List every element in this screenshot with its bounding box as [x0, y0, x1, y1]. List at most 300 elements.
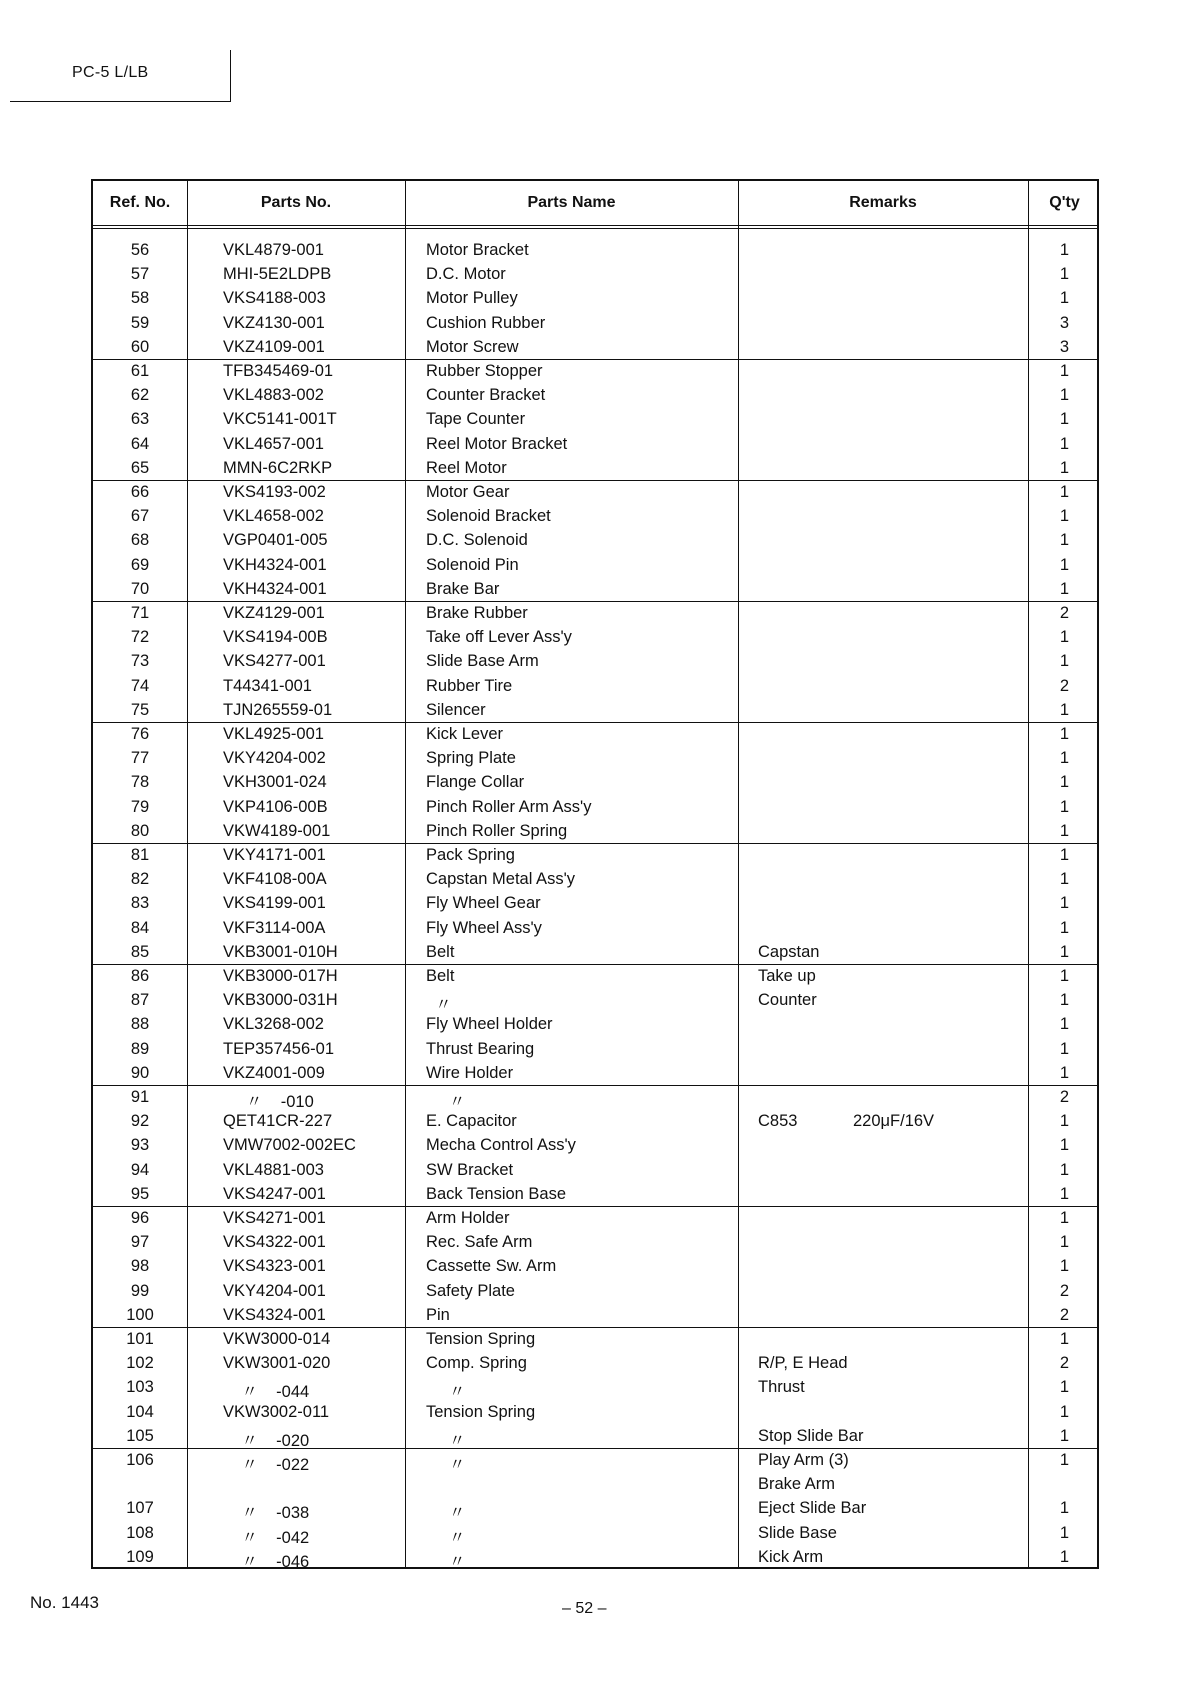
- table-row: [93, 1110, 1097, 1134]
- part-no-cell: VKL4925-001: [223, 725, 324, 743]
- table-row: [93, 457, 1097, 481]
- group-divider: [93, 1448, 1097, 1449]
- ref-no-cell: 104: [126, 1402, 154, 1421]
- ref-no-cell: 88: [130, 1015, 150, 1034]
- ref-no-cell: 102: [126, 1354, 154, 1373]
- part-name-cell: Pinch Roller Arm Ass'y: [426, 797, 592, 816]
- part-name-cell: Belt: [426, 967, 455, 985]
- qty-cell: 1: [1059, 1015, 1070, 1034]
- ref-no-cell: 100: [126, 1305, 154, 1324]
- qty-cell: 1: [1059, 1160, 1070, 1179]
- part-no-cell: VKL4879-001: [223, 241, 324, 259]
- part-name-cell: Back Tension Base: [426, 1184, 567, 1203]
- remarks-cell: Counter: [758, 991, 817, 1010]
- part-no-cell: T44341-001: [223, 676, 312, 695]
- table-row: [93, 650, 1097, 674]
- qty-cell: 1: [1059, 1184, 1070, 1203]
- ref-no-cell: 79: [130, 797, 150, 816]
- part-no-cell: VKS4199-001: [223, 894, 326, 913]
- remarks-cell: Eject Slide Bar: [758, 1499, 867, 1518]
- ref-no-cell: 107: [126, 1499, 154, 1518]
- ref-no-cell: 72: [130, 628, 150, 647]
- part-no-cell: 〃 -046: [223, 1552, 310, 1571]
- qty-cell: 1: [1059, 241, 1070, 259]
- qty-cell: 2: [1059, 1088, 1070, 1106]
- table-row: [93, 771, 1097, 795]
- ref-no-cell: 96: [130, 1209, 150, 1227]
- qty-cell: 1: [1059, 579, 1070, 598]
- header-rule: [93, 225, 1097, 226]
- ref-no-cell: 78: [130, 773, 150, 792]
- table-row: [93, 941, 1097, 965]
- group-divider: [93, 359, 1097, 360]
- qty-cell: 1: [1059, 410, 1070, 429]
- part-no-cell: 〃 -038: [223, 1504, 310, 1523]
- qty-cell: 1: [1059, 918, 1070, 937]
- qty-cell: 1: [1059, 1499, 1070, 1518]
- part-no-cell: VKZ4130-001: [223, 313, 325, 332]
- table-row: [93, 433, 1097, 457]
- qty-cell: 1: [1059, 749, 1070, 768]
- ref-no-cell: 62: [130, 386, 150, 405]
- part-name-cell: 〃: [426, 1456, 466, 1474]
- part-name-cell: Motor Gear: [426, 483, 510, 501]
- table-row: [93, 505, 1097, 529]
- qty-cell: 1: [1059, 967, 1070, 985]
- ref-no-cell: 99: [130, 1281, 150, 1300]
- ref-no-cell: 60: [130, 337, 150, 356]
- part-no-cell: VKS4247-001: [223, 1184, 326, 1203]
- qty-cell: 1: [1059, 991, 1070, 1010]
- part-name-cell: Fly Wheel Gear: [426, 894, 541, 913]
- part-no-cell: VKS4323-001: [223, 1257, 326, 1276]
- qty-cell: 1: [1059, 289, 1070, 308]
- qty-cell: 1: [1059, 773, 1070, 792]
- ref-no-cell: 84: [130, 918, 150, 937]
- table-row: [93, 1207, 1097, 1231]
- ref-no-cell: 59: [130, 313, 150, 332]
- part-name-cell: Silencer: [426, 700, 486, 719]
- qty-cell: 1: [1059, 894, 1070, 913]
- qty-cell: 1: [1059, 1209, 1070, 1227]
- part-no-cell: VKS4322-001: [223, 1233, 326, 1252]
- qty-cell: 1: [1059, 1257, 1070, 1276]
- part-name-cell: Tension Spring: [426, 1402, 536, 1421]
- ref-no-cell: 57: [130, 265, 150, 284]
- group-divider: [93, 601, 1097, 602]
- part-no-cell: VKB3001-010H: [223, 942, 338, 961]
- qty-cell: 1: [1059, 1233, 1070, 1252]
- part-no-cell: VKS4324-001: [223, 1305, 326, 1324]
- qty-cell: 1: [1059, 725, 1070, 743]
- qty-cell: 1: [1059, 1378, 1070, 1397]
- group-divider: [93, 1206, 1097, 1207]
- remarks-cell: Play Arm (3): [758, 1451, 849, 1469]
- table-row: [93, 1013, 1097, 1037]
- table-row: [93, 384, 1097, 408]
- ref-no-cell: 63: [130, 410, 150, 429]
- part-no-cell: VKC5141-001T: [223, 410, 337, 429]
- part-name-cell: 〃: [426, 1383, 466, 1402]
- ref-no-cell: 98: [130, 1257, 150, 1276]
- ref-no-cell: 89: [130, 1039, 150, 1058]
- header-parts-no: Parts No.: [260, 194, 332, 211]
- table-row: [93, 578, 1097, 602]
- table-row: [93, 844, 1097, 868]
- remarks-cell: Brake Arm: [758, 1475, 836, 1494]
- table-row: [93, 287, 1097, 311]
- part-name-cell: Arm Holder: [426, 1209, 510, 1227]
- qty-cell: 1: [1059, 458, 1070, 477]
- part-name-cell: Pinch Roller Spring: [426, 821, 568, 840]
- part-name-cell: Safety Plate: [426, 1281, 515, 1300]
- ref-no-cell: 64: [130, 434, 150, 453]
- table-row: [93, 1546, 1097, 1570]
- part-name-cell: 〃: [426, 1431, 466, 1450]
- ref-no-cell: 81: [130, 846, 150, 864]
- table-row: [93, 723, 1097, 747]
- table-row: [93, 312, 1097, 336]
- part-name-cell: Rec. Safe Arm: [426, 1233, 533, 1252]
- ref-no-cell: 85: [130, 942, 150, 961]
- header-remarks: Remarks: [849, 194, 917, 211]
- qty-cell: 2: [1059, 676, 1070, 695]
- ref-no-cell: 66: [130, 483, 150, 501]
- part-name-cell: Motor Screw: [426, 337, 519, 356]
- part-name-cell: Flange Collar: [426, 773, 525, 792]
- qty-cell: 2: [1059, 1305, 1070, 1324]
- table-row: [93, 1522, 1097, 1546]
- part-name-cell: 〃: [426, 1504, 466, 1523]
- ref-no-cell: 82: [130, 870, 150, 889]
- part-name-cell: Tension Spring: [426, 1330, 536, 1348]
- table-row: [93, 336, 1097, 360]
- part-no-cell: VKW3000-014: [223, 1330, 331, 1348]
- part-name-cell: Belt: [426, 942, 455, 961]
- header-qty: Q'ty: [1049, 194, 1080, 211]
- table-row: [93, 263, 1097, 287]
- table-row: [93, 989, 1097, 1013]
- part-no-cell: 〃 -010: [223, 1093, 314, 1111]
- part-name-cell: E. Capacitor: [426, 1112, 517, 1131]
- part-name-cell: Capstan Metal Ass'y: [426, 870, 575, 889]
- part-name-cell: Rubber Tire: [426, 676, 513, 695]
- table-row: [93, 1473, 1097, 1497]
- table-row: [93, 1449, 1097, 1473]
- part-no-cell: VGP0401-005: [223, 531, 328, 550]
- ref-no-cell: 68: [130, 531, 150, 550]
- table-row: [93, 1255, 1097, 1279]
- remarks-cell: Kick Arm: [758, 1547, 824, 1566]
- part-no-cell: TJN265559-01: [223, 700, 333, 719]
- document-number: No. 1443: [30, 1593, 99, 1612]
- part-no-cell: 〃 -042: [223, 1528, 310, 1547]
- table-row: [93, 1425, 1097, 1449]
- table-row: [93, 1401, 1097, 1425]
- qty-cell: 1: [1059, 1402, 1070, 1421]
- table-row: [93, 675, 1097, 699]
- part-name-cell: Cassette Sw. Arm: [426, 1257, 557, 1276]
- ref-no-cell: 87: [130, 991, 150, 1010]
- part-name-cell: 〃: [426, 1093, 466, 1111]
- table-row: [93, 1159, 1097, 1183]
- part-name-cell: Wire Holder: [426, 1063, 514, 1082]
- part-name-cell: Solenoid Pin: [426, 555, 519, 574]
- remarks-cell: Take up: [758, 967, 816, 985]
- ref-no-cell: 105: [126, 1426, 154, 1445]
- qty-cell: 1: [1059, 1426, 1070, 1445]
- remarks-cell: R/P, E Head: [758, 1354, 848, 1373]
- part-name-cell: Motor Bracket: [426, 241, 529, 259]
- part-name-cell: Cushion Rubber: [426, 313, 546, 332]
- parts-table: [91, 179, 1099, 1569]
- part-name-cell: Slide Base Arm: [426, 652, 539, 671]
- part-no-cell: VKL4881-003: [223, 1160, 324, 1179]
- part-no-cell: VKY4204-002: [223, 749, 326, 768]
- part-name-cell: Brake Rubber: [426, 604, 528, 622]
- table-row: [93, 1280, 1097, 1304]
- ref-no-cell: 97: [130, 1233, 150, 1252]
- part-no-cell: VKB3000-017H: [223, 967, 338, 985]
- part-name-cell: Reel Motor: [426, 458, 507, 477]
- ref-no-cell: 103: [126, 1378, 154, 1397]
- table-row: [93, 1086, 1097, 1110]
- page-number: – 52 –: [562, 1600, 607, 1617]
- part-no-cell: VKH4324-001: [223, 579, 327, 598]
- group-divider: [93, 843, 1097, 844]
- table-row: [93, 699, 1097, 723]
- qty-cell: 1: [1059, 1547, 1070, 1566]
- part-no-cell: VKS4194-00B: [223, 628, 328, 647]
- qty-cell: 1: [1059, 555, 1070, 574]
- part-name-cell: Rubber Stopper: [426, 362, 543, 380]
- part-no-cell: VKF4108-00A: [223, 870, 327, 889]
- part-no-cell: TFB345469-01: [223, 362, 334, 380]
- table-row: [93, 1352, 1097, 1376]
- group-divider: [93, 1327, 1097, 1328]
- qty-cell: 1: [1059, 1112, 1070, 1131]
- qty-cell: 1: [1059, 1063, 1070, 1082]
- qty-cell: 1: [1059, 700, 1070, 719]
- remarks-value-cell: 220μF/16V: [853, 1112, 935, 1131]
- table-row: [93, 1497, 1097, 1521]
- part-name-cell: Mecha Control Ass'y: [426, 1136, 576, 1155]
- table-row: [93, 796, 1097, 820]
- part-no-cell: VKL4658-002: [223, 507, 324, 526]
- ref-no-cell: 106: [126, 1451, 154, 1469]
- model-label: PC-5 L/LB: [72, 64, 149, 81]
- part-no-cell: VKS4188-003: [223, 289, 326, 308]
- qty-cell: 3: [1059, 337, 1070, 356]
- part-no-cell: 〃 -044: [223, 1383, 310, 1402]
- ref-no-cell: 101: [126, 1330, 154, 1348]
- part-name-cell: Reel Motor Bracket: [426, 434, 568, 453]
- qty-cell: 1: [1059, 652, 1070, 671]
- part-no-cell: QET41CR-227: [223, 1112, 333, 1131]
- part-name-cell: Take off Lever Ass'y: [426, 628, 572, 647]
- table-row: [93, 1304, 1097, 1328]
- header-ref-no: Ref. No.: [109, 194, 171, 211]
- remarks-cell: Slide Base: [758, 1523, 837, 1542]
- remarks-cell: C853: [758, 1112, 798, 1131]
- part-name-cell: Kick Lever: [426, 725, 504, 743]
- table-row: [93, 1376, 1097, 1400]
- ref-no-cell: 94: [130, 1160, 150, 1179]
- table-row: [93, 1038, 1097, 1062]
- table-row: [93, 1231, 1097, 1255]
- ref-no-cell: 90: [130, 1063, 150, 1082]
- part-name-cell: SW Bracket: [426, 1160, 514, 1179]
- ref-no-cell: 83: [130, 894, 150, 913]
- table-row: [93, 554, 1097, 578]
- part-no-cell: 〃 -020: [223, 1431, 310, 1450]
- part-name-cell: Tape Counter: [426, 410, 526, 429]
- part-name-cell: Pin: [426, 1305, 450, 1324]
- ref-no-cell: 95: [130, 1184, 150, 1203]
- part-name-cell: 〃: [426, 1528, 466, 1547]
- table-row: [93, 1134, 1097, 1158]
- part-no-cell: VKW4189-001: [223, 821, 331, 840]
- part-no-cell: VKZ4001-009: [223, 1063, 325, 1082]
- table-row: [93, 820, 1097, 844]
- qty-cell: 1: [1059, 1523, 1070, 1542]
- table-row: [93, 360, 1097, 384]
- table-row: [93, 239, 1097, 263]
- part-name-cell: D.C. Motor: [426, 265, 506, 284]
- part-name-cell: Counter Bracket: [426, 386, 546, 405]
- part-no-cell: VKZ4109-001: [223, 337, 325, 356]
- table-row: [93, 602, 1097, 626]
- part-name-cell: 〃: [426, 996, 452, 1015]
- part-no-cell: VKL4883-002: [223, 386, 324, 405]
- ref-no-cell: 70: [130, 579, 150, 598]
- header-divider-vertical: [230, 50, 231, 102]
- qty-cell: 1: [1059, 531, 1070, 550]
- remarks-cell: Capstan: [758, 942, 820, 961]
- part-name-cell: Fly Wheel Holder: [426, 1015, 553, 1034]
- group-divider: [93, 1085, 1097, 1086]
- ref-no-cell: 77: [130, 749, 150, 768]
- qty-cell: 2: [1059, 1281, 1070, 1300]
- part-name-cell: Fly Wheel Ass'y: [426, 918, 542, 937]
- qty-cell: 1: [1059, 507, 1070, 526]
- qty-cell: 1: [1059, 265, 1070, 284]
- part-no-cell: VKH3001-024: [223, 773, 327, 792]
- part-no-cell: TEP357456-01: [223, 1039, 334, 1058]
- qty-cell: 1: [1059, 628, 1070, 647]
- part-no-cell: VKY4204-001: [223, 1281, 326, 1300]
- part-no-cell: VKY4171-001: [223, 846, 326, 864]
- part-no-cell: VKS4193-002: [223, 483, 326, 501]
- part-no-cell: VKL4657-001: [223, 434, 324, 453]
- table-row: [93, 626, 1097, 650]
- ref-no-cell: 74: [130, 676, 150, 695]
- ref-no-cell: 56: [130, 241, 150, 259]
- part-no-cell: MHI-5E2LDPB: [223, 265, 332, 284]
- part-no-cell: VKZ4129-001: [223, 604, 325, 622]
- qty-cell: 2: [1059, 1354, 1070, 1373]
- part-no-cell: VKW3001-020: [223, 1354, 331, 1373]
- part-no-cell: MMN-6C2RKP: [223, 458, 333, 477]
- part-no-cell: VKB3000-031H: [223, 991, 338, 1010]
- part-no-cell: VKL3268-002: [223, 1015, 324, 1034]
- ref-no-cell: 80: [130, 821, 150, 840]
- qty-cell: 1: [1059, 386, 1070, 405]
- table-row: [93, 1062, 1097, 1086]
- table-row: [93, 529, 1097, 553]
- ref-no-cell: 75: [130, 700, 150, 719]
- group-divider: [93, 964, 1097, 965]
- part-name-cell: Spring Plate: [426, 749, 516, 768]
- ref-no-cell: 93: [130, 1136, 150, 1155]
- remarks-cell: Thrust: [758, 1378, 805, 1397]
- ref-no-cell: 108: [126, 1523, 154, 1542]
- ref-no-cell: 69: [130, 555, 150, 574]
- part-name-cell: Pack Spring: [426, 846, 515, 864]
- table-row: [93, 747, 1097, 771]
- part-no-cell: VKF3114-00A: [223, 918, 326, 937]
- part-no-cell: 〃 -022: [223, 1456, 310, 1474]
- part-name-cell: Brake Bar: [426, 579, 500, 598]
- part-name-cell: Motor Pulley: [426, 289, 518, 308]
- qty-cell: 1: [1059, 797, 1070, 816]
- table-row: [93, 1328, 1097, 1352]
- ref-no-cell: 71: [130, 604, 150, 622]
- part-name-cell: Solenoid Bracket: [426, 507, 551, 526]
- ref-no-cell: 58: [130, 289, 150, 308]
- qty-cell: 1: [1059, 846, 1070, 864]
- part-no-cell: VKW3002-011: [223, 1402, 330, 1421]
- header-rule-double: [93, 228, 1097, 229]
- table-row: [93, 481, 1097, 505]
- part-no-cell: VKS4271-001: [223, 1209, 326, 1227]
- part-no-cell: VKS4277-001: [223, 652, 326, 671]
- qty-cell: 1: [1059, 821, 1070, 840]
- ref-no-cell: 67: [130, 507, 150, 526]
- ref-no-cell: 92: [130, 1112, 150, 1131]
- qty-cell: 1: [1059, 1451, 1070, 1469]
- qty-cell: 1: [1059, 1330, 1070, 1348]
- ref-no-cell: 91: [130, 1088, 150, 1106]
- qty-cell: 1: [1059, 362, 1070, 380]
- qty-cell: 1: [1059, 1039, 1070, 1058]
- table-row: [93, 917, 1097, 941]
- qty-cell: 1: [1059, 483, 1070, 501]
- group-divider: [93, 480, 1097, 481]
- table-row: [93, 868, 1097, 892]
- table-row: [93, 892, 1097, 916]
- qty-cell: 1: [1059, 942, 1070, 961]
- ref-no-cell: 109: [126, 1547, 154, 1566]
- remarks-cell: Stop Slide Bar: [758, 1426, 864, 1445]
- qty-cell: 1: [1059, 1136, 1070, 1155]
- table-row: [93, 965, 1097, 989]
- part-no-cell: VKH4324-001: [223, 555, 327, 574]
- part-no-cell: VKP4106-00B: [223, 797, 328, 816]
- ref-no-cell: 65: [130, 458, 150, 477]
- part-name-cell: Comp. Spring: [426, 1354, 527, 1373]
- qty-cell: 1: [1059, 870, 1070, 889]
- group-divider: [93, 722, 1097, 723]
- ref-no-cell: 61: [130, 362, 150, 380]
- table-row: [93, 408, 1097, 432]
- part-no-cell: VMW7002-002EC: [223, 1136, 356, 1155]
- ref-no-cell: 86: [130, 967, 150, 985]
- header-divider-horizontal: [10, 101, 231, 102]
- part-name-cell: Thrust Bearing: [426, 1039, 535, 1058]
- qty-cell: 3: [1059, 313, 1070, 332]
- table-row: [93, 1183, 1097, 1207]
